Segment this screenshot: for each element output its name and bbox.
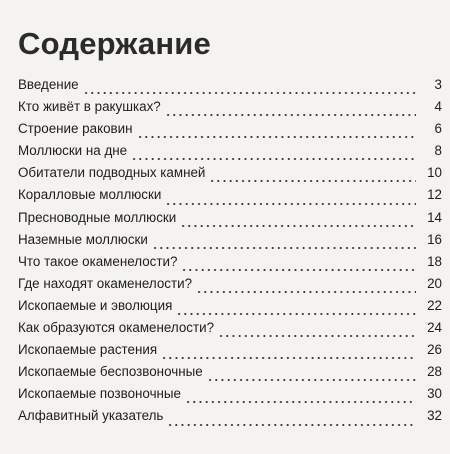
dot-leader (207, 367, 416, 381)
toc-entry-page: 16 (427, 231, 442, 247)
dot-leader (131, 146, 416, 160)
toc-entry (18, 140, 442, 162)
toc-entry-label: Как образуются окаменелости? (18, 320, 215, 336)
toc-entry-page: 14 (427, 209, 442, 225)
toc-entry-page: 20 (427, 275, 442, 291)
toc-entry-label: Ископаемые и эволюция (18, 297, 173, 313)
dot-leader (185, 389, 416, 403)
dot-leader (137, 124, 416, 138)
toc-entry-label: Введение (18, 77, 79, 92)
toc-entry (18, 162, 442, 184)
toc-entry-page: 3 (434, 77, 442, 92)
toc-entry-label: Коралловые моллюски (18, 187, 162, 203)
toc-entry-label: Наземные моллюски (18, 231, 148, 247)
toc-entry (18, 383, 442, 405)
toc-entry-page: 28 (427, 364, 442, 380)
toc-entry (18, 295, 442, 317)
toc-entry-page: 24 (427, 320, 442, 336)
toc-entry-page: 6 (434, 121, 442, 137)
toc-entry (18, 96, 442, 118)
toc-entry-page: 22 (427, 297, 442, 313)
toc-entry (18, 74, 442, 96)
toc-entry (18, 361, 442, 383)
toc-entry-label: Кто живёт в ракушках? (18, 99, 161, 115)
toc-entry (18, 339, 442, 361)
toc-entry-page: 32 (427, 408, 442, 424)
toc-entry (18, 207, 442, 229)
dot-leader (181, 257, 416, 271)
dot-leader (165, 191, 416, 205)
toc-entry-label: Ископаемые позвоночные (18, 386, 182, 402)
toc-entry-page: 8 (434, 143, 442, 159)
toc-entry-label: Ископаемые растения (18, 342, 158, 358)
dot-leader (83, 80, 416, 94)
toc-entry (18, 184, 442, 206)
toc-entry-page: 26 (427, 342, 442, 358)
toc-entry-page: 4 (434, 99, 442, 115)
dot-leader (196, 279, 416, 293)
toc-entry-page: 18 (427, 253, 442, 269)
toc-entry (18, 118, 442, 140)
toc-entry-page: 12 (427, 187, 442, 203)
dot-leader (161, 345, 416, 359)
dot-leader (218, 323, 416, 337)
toc-entry (18, 317, 442, 339)
toc-entry (18, 229, 442, 251)
toc-entry (18, 251, 442, 273)
table-of-contents (18, 74, 442, 428)
toc-entry-page: 10 (427, 165, 442, 181)
toc-entry (18, 273, 442, 295)
dot-leader (209, 168, 416, 182)
dot-leader (176, 301, 416, 315)
toc-entry-label: Где находят окаменелости? (18, 275, 193, 291)
toc-entry-label: Моллюски на дне (18, 143, 128, 159)
toc-entry (18, 405, 442, 427)
toc-entry-label: Что такое окаменелости? (18, 253, 178, 269)
dot-leader (180, 213, 416, 227)
toc-entry-label: Обитатели подводных камней (18, 165, 206, 181)
toc-entry-label: Строение раковин (18, 121, 133, 137)
toc-entry-label: Алфавитный указатель (18, 408, 164, 424)
toc-entry-label: Пресноводные моллюски (18, 209, 177, 225)
page-title: Содержание (18, 26, 211, 61)
dot-leader (165, 102, 416, 116)
toc-entry-page: 30 (427, 386, 442, 402)
toc-entry-label: Ископаемые беспозвоночные (18, 364, 203, 380)
dot-leader (152, 235, 416, 249)
dot-leader (167, 412, 416, 426)
